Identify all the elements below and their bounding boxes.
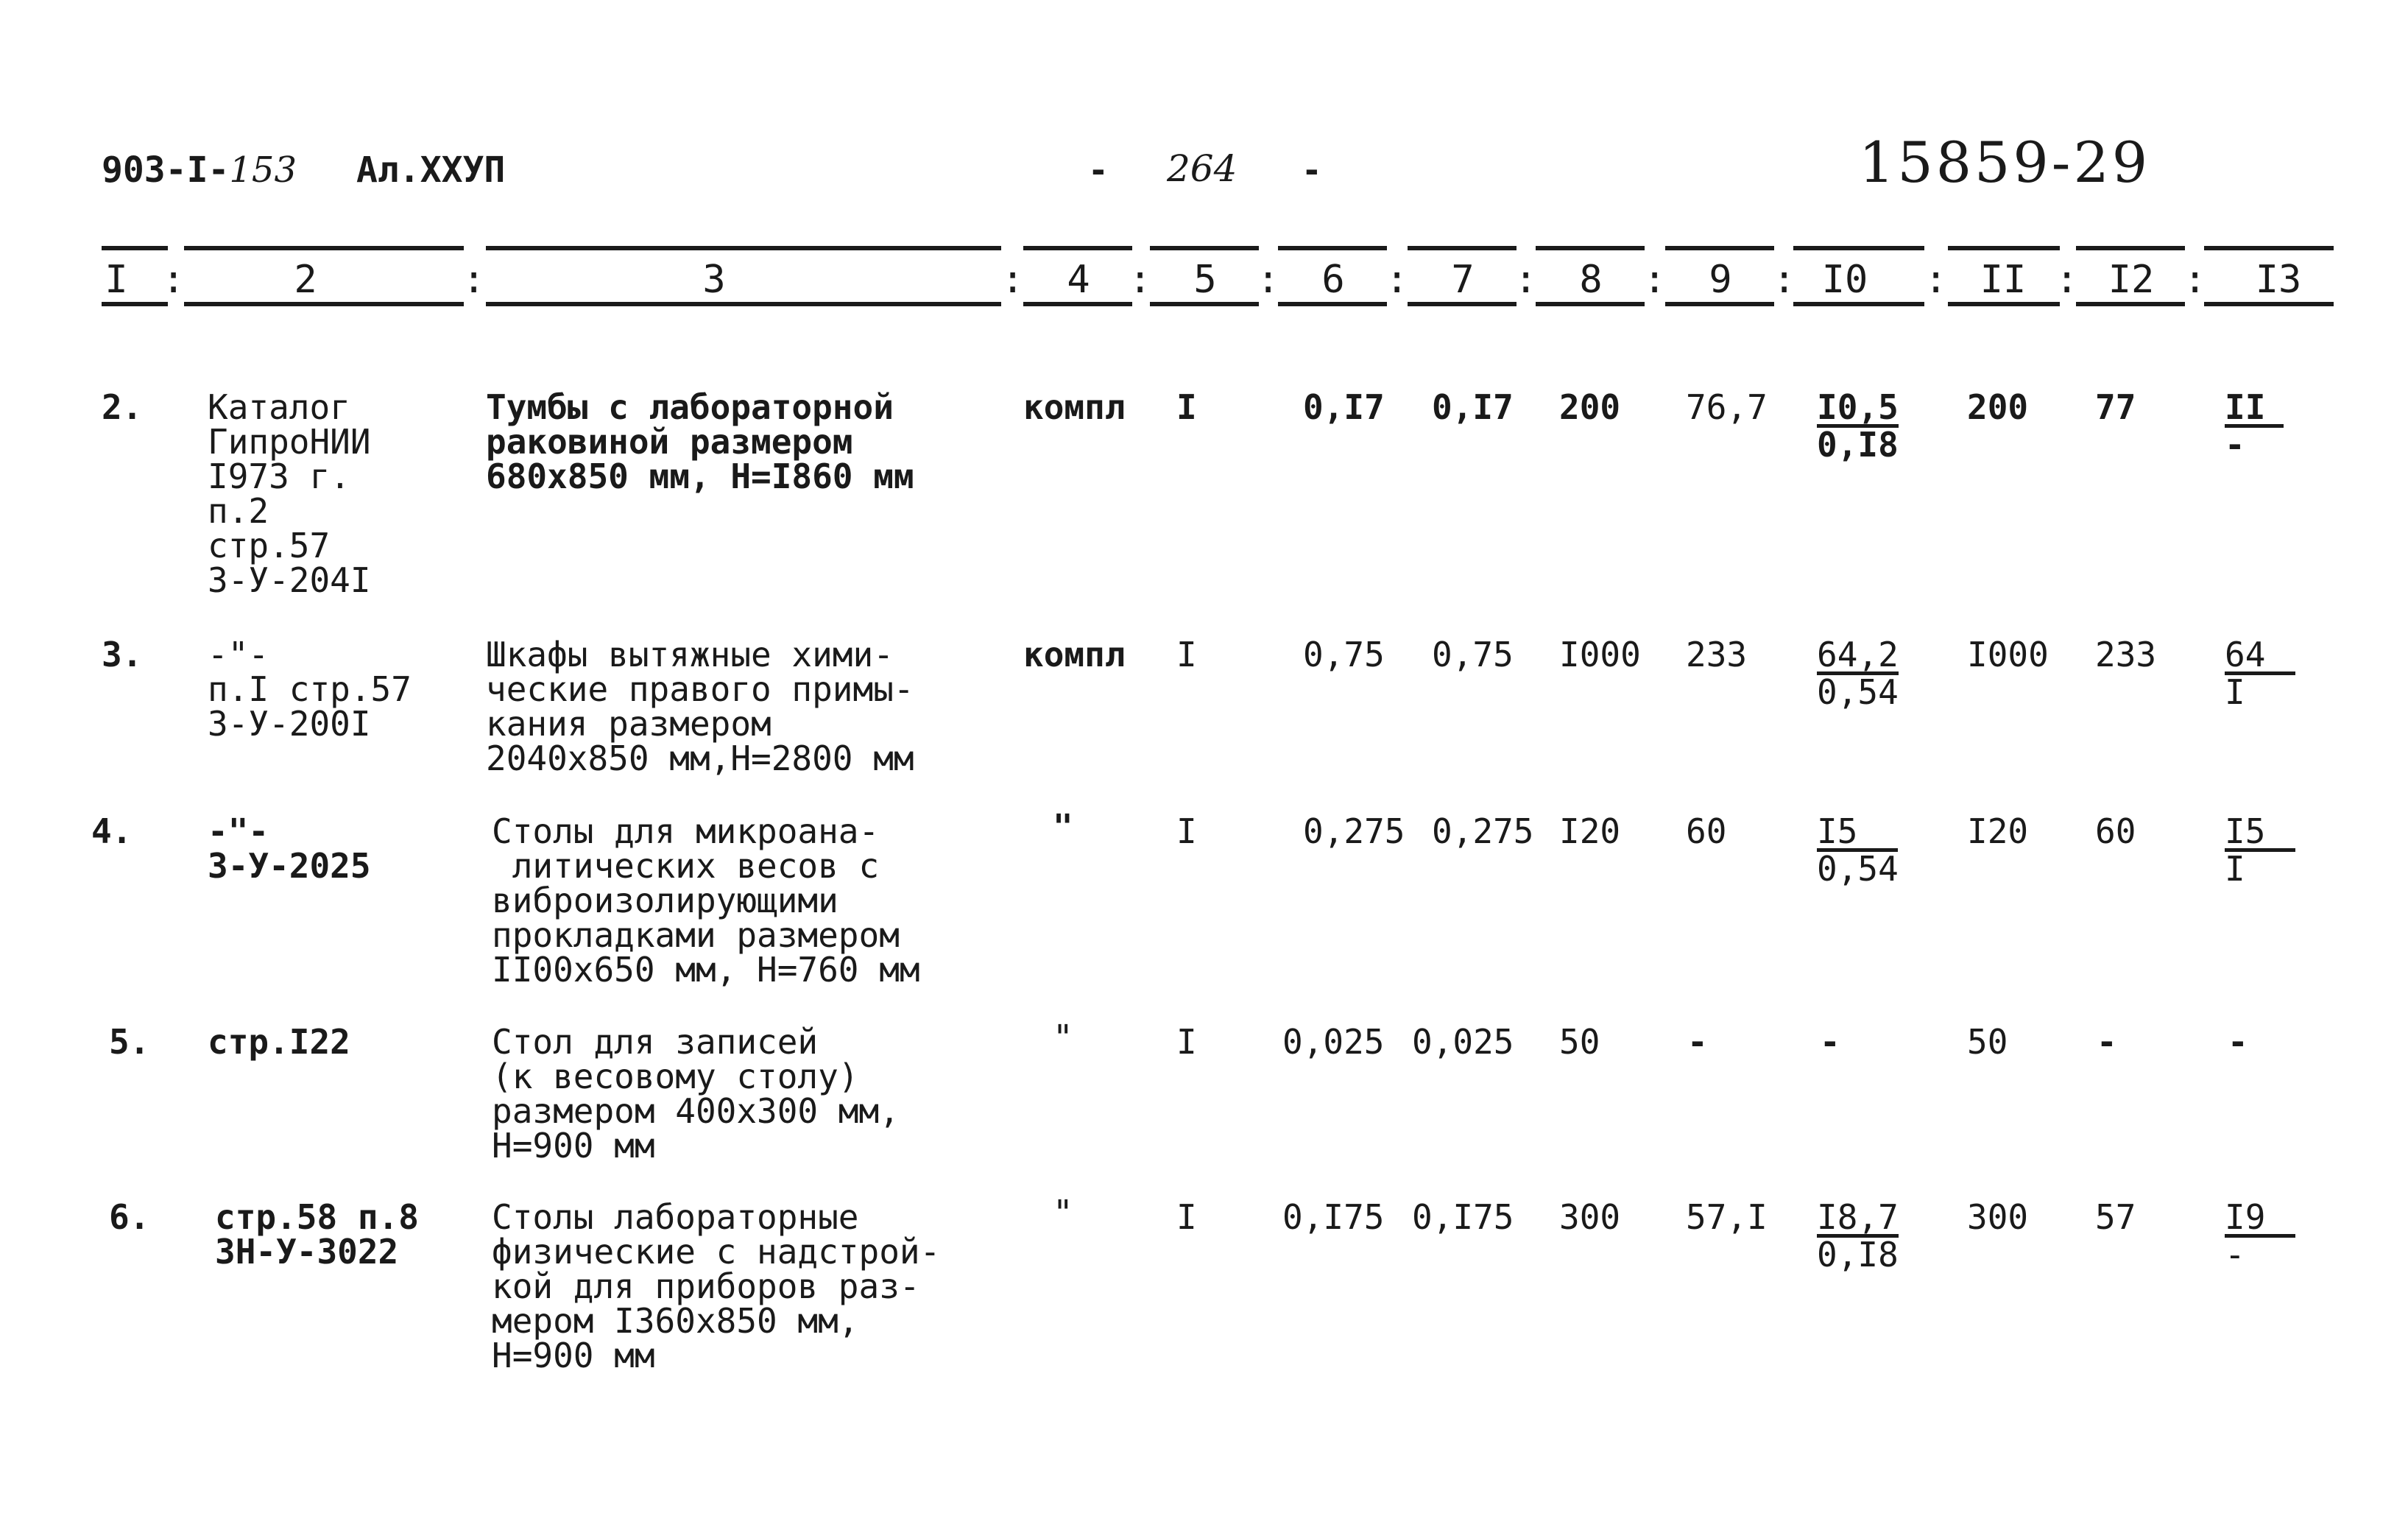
- cell-col6: 0,I7: [1303, 387, 1385, 427]
- cell-col7: 0,I7: [1432, 387, 1514, 427]
- cell-description: Столы лабораторные физические с надстрой- кой для приборов раз- мером I360х850 мм, Н=900 мм: [492, 1197, 941, 1375]
- fraction-numerator: 64: [2225, 638, 2295, 675]
- header-rule-top: [1408, 246, 1517, 250]
- column-separator: :: [1129, 258, 1152, 302]
- cell-col8: I000: [1559, 635, 1641, 674]
- cell-col11: 50: [1967, 1022, 2008, 1062]
- cell-item-number: 2.: [102, 387, 143, 427]
- column-separator: :: [1773, 258, 1796, 302]
- cell-col8: 300: [1559, 1197, 1621, 1237]
- fraction-denominator: 0,I8: [1817, 425, 1899, 465]
- header-rule-bottom: [2204, 302, 2334, 306]
- column-number: I3: [2255, 258, 2302, 302]
- column-number: 9: [1709, 258, 1732, 302]
- cell-col11: 200: [1967, 387, 2029, 427]
- cell-col11: I20: [1967, 811, 2029, 851]
- header-rule-bottom: [1536, 302, 1645, 306]
- cell-item-number: 4.: [91, 811, 133, 851]
- cell-quantity: I: [1176, 1022, 1197, 1062]
- header-rule-bottom: [1408, 302, 1517, 306]
- header-rule-bottom: [1150, 302, 1259, 306]
- cell-description: Шкафы вытяжные хими- ческие правого примы- кания размером 2040х850 мм,Н=2800 мм: [486, 635, 914, 778]
- cell-col9: 57,I: [1686, 1197, 1768, 1237]
- cell-unit: компл: [1023, 387, 1126, 427]
- fraction-numerator: I0,5: [1817, 387, 1899, 427]
- cell-col10-fraction: [1817, 811, 1899, 889]
- fraction-numerator: I8,7: [1817, 1197, 1899, 1237]
- fraction-denominator: I: [2225, 849, 2245, 889]
- fraction-numerator: I5: [1817, 814, 1898, 852]
- cell-quantity: I: [1176, 387, 1197, 427]
- cell-col9: 76,7: [1686, 387, 1768, 427]
- cell-col7: 0,275: [1432, 811, 1534, 851]
- cell-col13-fraction: [2225, 387, 2284, 465]
- cell-col8: 200: [1559, 387, 1621, 427]
- cell-col9: 60: [1686, 811, 1727, 851]
- fraction-denominator: I: [2225, 672, 2245, 712]
- header-rule-bottom: [184, 302, 464, 306]
- column-number: 3: [702, 258, 726, 302]
- cell-item-number: 6.: [109, 1197, 150, 1237]
- column-separator: :: [1924, 258, 1948, 302]
- cell-unit: ": [1053, 1193, 1073, 1233]
- cell-col7: 0,025: [1412, 1022, 1514, 1062]
- fraction-denominator: -: [2225, 425, 2245, 465]
- cell-source: стр.58 п.8 3Н-У-3022: [215, 1197, 419, 1272]
- album-number: Ал.ХХУП: [356, 149, 506, 191]
- column-number: II: [1980, 258, 2027, 302]
- header-rule-top: [1665, 246, 1774, 250]
- registration-number: 15859-29: [1859, 130, 2151, 195]
- cell-col12: 77: [2095, 387, 2136, 427]
- cell-col10: -: [1820, 1022, 1840, 1062]
- column-separator: :: [1514, 258, 1538, 302]
- cell-col10-fraction: [1817, 387, 1899, 465]
- page-number-dash-left: -: [1088, 150, 1109, 190]
- header-rule-top: [1150, 246, 1259, 250]
- cell-col12: 57: [2095, 1197, 2136, 1237]
- cell-col6: 0,I75: [1282, 1197, 1385, 1237]
- column-number: 5: [1193, 258, 1217, 302]
- page-number-dash-right: -: [1302, 150, 1322, 190]
- header-rule-top: [1793, 246, 1924, 250]
- column-number: I: [105, 258, 128, 302]
- column-separator: :: [462, 258, 486, 302]
- header-rule-top: [1948, 246, 2060, 250]
- fraction-numerator: I5: [2225, 814, 2295, 852]
- header-rule-top: [184, 246, 464, 250]
- cell-col12: 60: [2095, 811, 2136, 851]
- cell-item-number: 5.: [109, 1022, 150, 1062]
- cell-unit: ": [1053, 1018, 1073, 1057]
- fraction-denominator: 0,54: [1817, 672, 1899, 712]
- cell-col13-fraction: [2225, 811, 2295, 889]
- cell-col9: -: [1687, 1022, 1708, 1062]
- fraction-numerator: I9: [2225, 1200, 2295, 1238]
- column-number: 6: [1321, 258, 1345, 302]
- column-separator: :: [1257, 258, 1280, 302]
- document-code: [102, 149, 297, 191]
- cell-item-number: 3.: [102, 635, 143, 674]
- header-rule-bottom: [1948, 302, 2060, 306]
- cell-col8: 50: [1559, 1022, 1600, 1062]
- column-separator: :: [2183, 258, 2207, 302]
- cell-source: -"- 3-У-2025: [208, 811, 371, 886]
- cell-col7: 0,I75: [1412, 1197, 1514, 1237]
- column-separator: :: [1385, 258, 1409, 302]
- cell-quantity: I: [1176, 1197, 1197, 1237]
- cell-col12: 233: [2095, 635, 2157, 674]
- column-separator: :: [2055, 258, 2079, 302]
- header-rule-bottom: [102, 302, 168, 306]
- fraction-denominator: -: [2225, 1235, 2245, 1275]
- column-number: I0: [1821, 258, 1868, 302]
- header-rule-bottom: [1793, 302, 1924, 306]
- column-separator: :: [162, 258, 186, 302]
- header-rule-bottom: [1278, 302, 1387, 306]
- cell-description: Стол для записей (к весовому столу) размером 400х300 мм, Н=900 мм: [492, 1022, 900, 1166]
- column-separator: :: [1643, 258, 1667, 302]
- cell-col11: 300: [1967, 1197, 2029, 1237]
- cell-col13-fraction: [2225, 635, 2295, 712]
- page-number: 264: [1167, 147, 1237, 190]
- header-rule-top: [2076, 246, 2185, 250]
- cell-quantity: I: [1176, 811, 1197, 851]
- fraction-numerator: 64,2: [1817, 635, 1899, 674]
- header-rule-bottom: [1665, 302, 1774, 306]
- cell-col6: 0,025: [1282, 1022, 1385, 1062]
- column-separator: :: [1001, 258, 1025, 302]
- cell-source: Каталог ГипроНИИ I973 г. п.2 стр.57 3-У-204I: [208, 387, 371, 600]
- header-rule-bottom: [2076, 302, 2185, 306]
- fraction-numerator: II: [2225, 390, 2284, 428]
- cell-col12: -: [2097, 1022, 2117, 1062]
- cell-col11: I000: [1967, 635, 2049, 674]
- cell-col13-fraction: [2225, 1197, 2295, 1275]
- cell-col8: I20: [1559, 811, 1621, 851]
- header-rule-top: [2204, 246, 2334, 250]
- cell-col7: 0,75: [1432, 635, 1514, 674]
- cell-unit: ": [1053, 807, 1073, 847]
- cell-quantity: I: [1176, 635, 1197, 674]
- column-number: 8: [1579, 258, 1603, 302]
- column-number: 2: [294, 258, 317, 302]
- document-code-prefix: 903-I-: [102, 149, 230, 191]
- cell-col13: -: [2228, 1022, 2248, 1062]
- column-number: I2: [2108, 258, 2155, 302]
- cell-unit: компл: [1023, 635, 1126, 674]
- document-code-handwritten: 153: [229, 149, 297, 191]
- header-rule-bottom: [486, 302, 1001, 306]
- cell-col6: 0,75: [1303, 635, 1385, 674]
- column-number: 4: [1067, 258, 1090, 302]
- header-rule-top: [486, 246, 1001, 250]
- fraction-denominator: 0,54: [1817, 849, 1899, 889]
- header-rule-top: [1023, 246, 1132, 250]
- cell-col9: 233: [1686, 635, 1748, 674]
- header-rule-top: [1278, 246, 1387, 250]
- header-rule-bottom: [1023, 302, 1132, 306]
- cell-col6: 0,275: [1303, 811, 1405, 851]
- fraction-denominator: 0,I8: [1817, 1235, 1899, 1275]
- cell-source: -"- п.I стр.57 3-У-200I: [208, 635, 412, 744]
- cell-source: стр.I22: [208, 1022, 350, 1062]
- cell-col10-fraction: [1817, 1197, 1899, 1275]
- cell-col10-fraction: [1817, 635, 1899, 712]
- cell-description: Столы для микроана- литических весов с виброизолирующими прокладками размером II00х650 мм, Н=760 мм: [492, 811, 920, 990]
- cell-description: Тумбы с лабораторной раковиной размером 680х850 мм, Н=I860 мм: [486, 387, 914, 496]
- header-rule-top: [102, 246, 168, 250]
- column-number: 7: [1451, 258, 1475, 302]
- header-rule-top: [1536, 246, 1645, 250]
